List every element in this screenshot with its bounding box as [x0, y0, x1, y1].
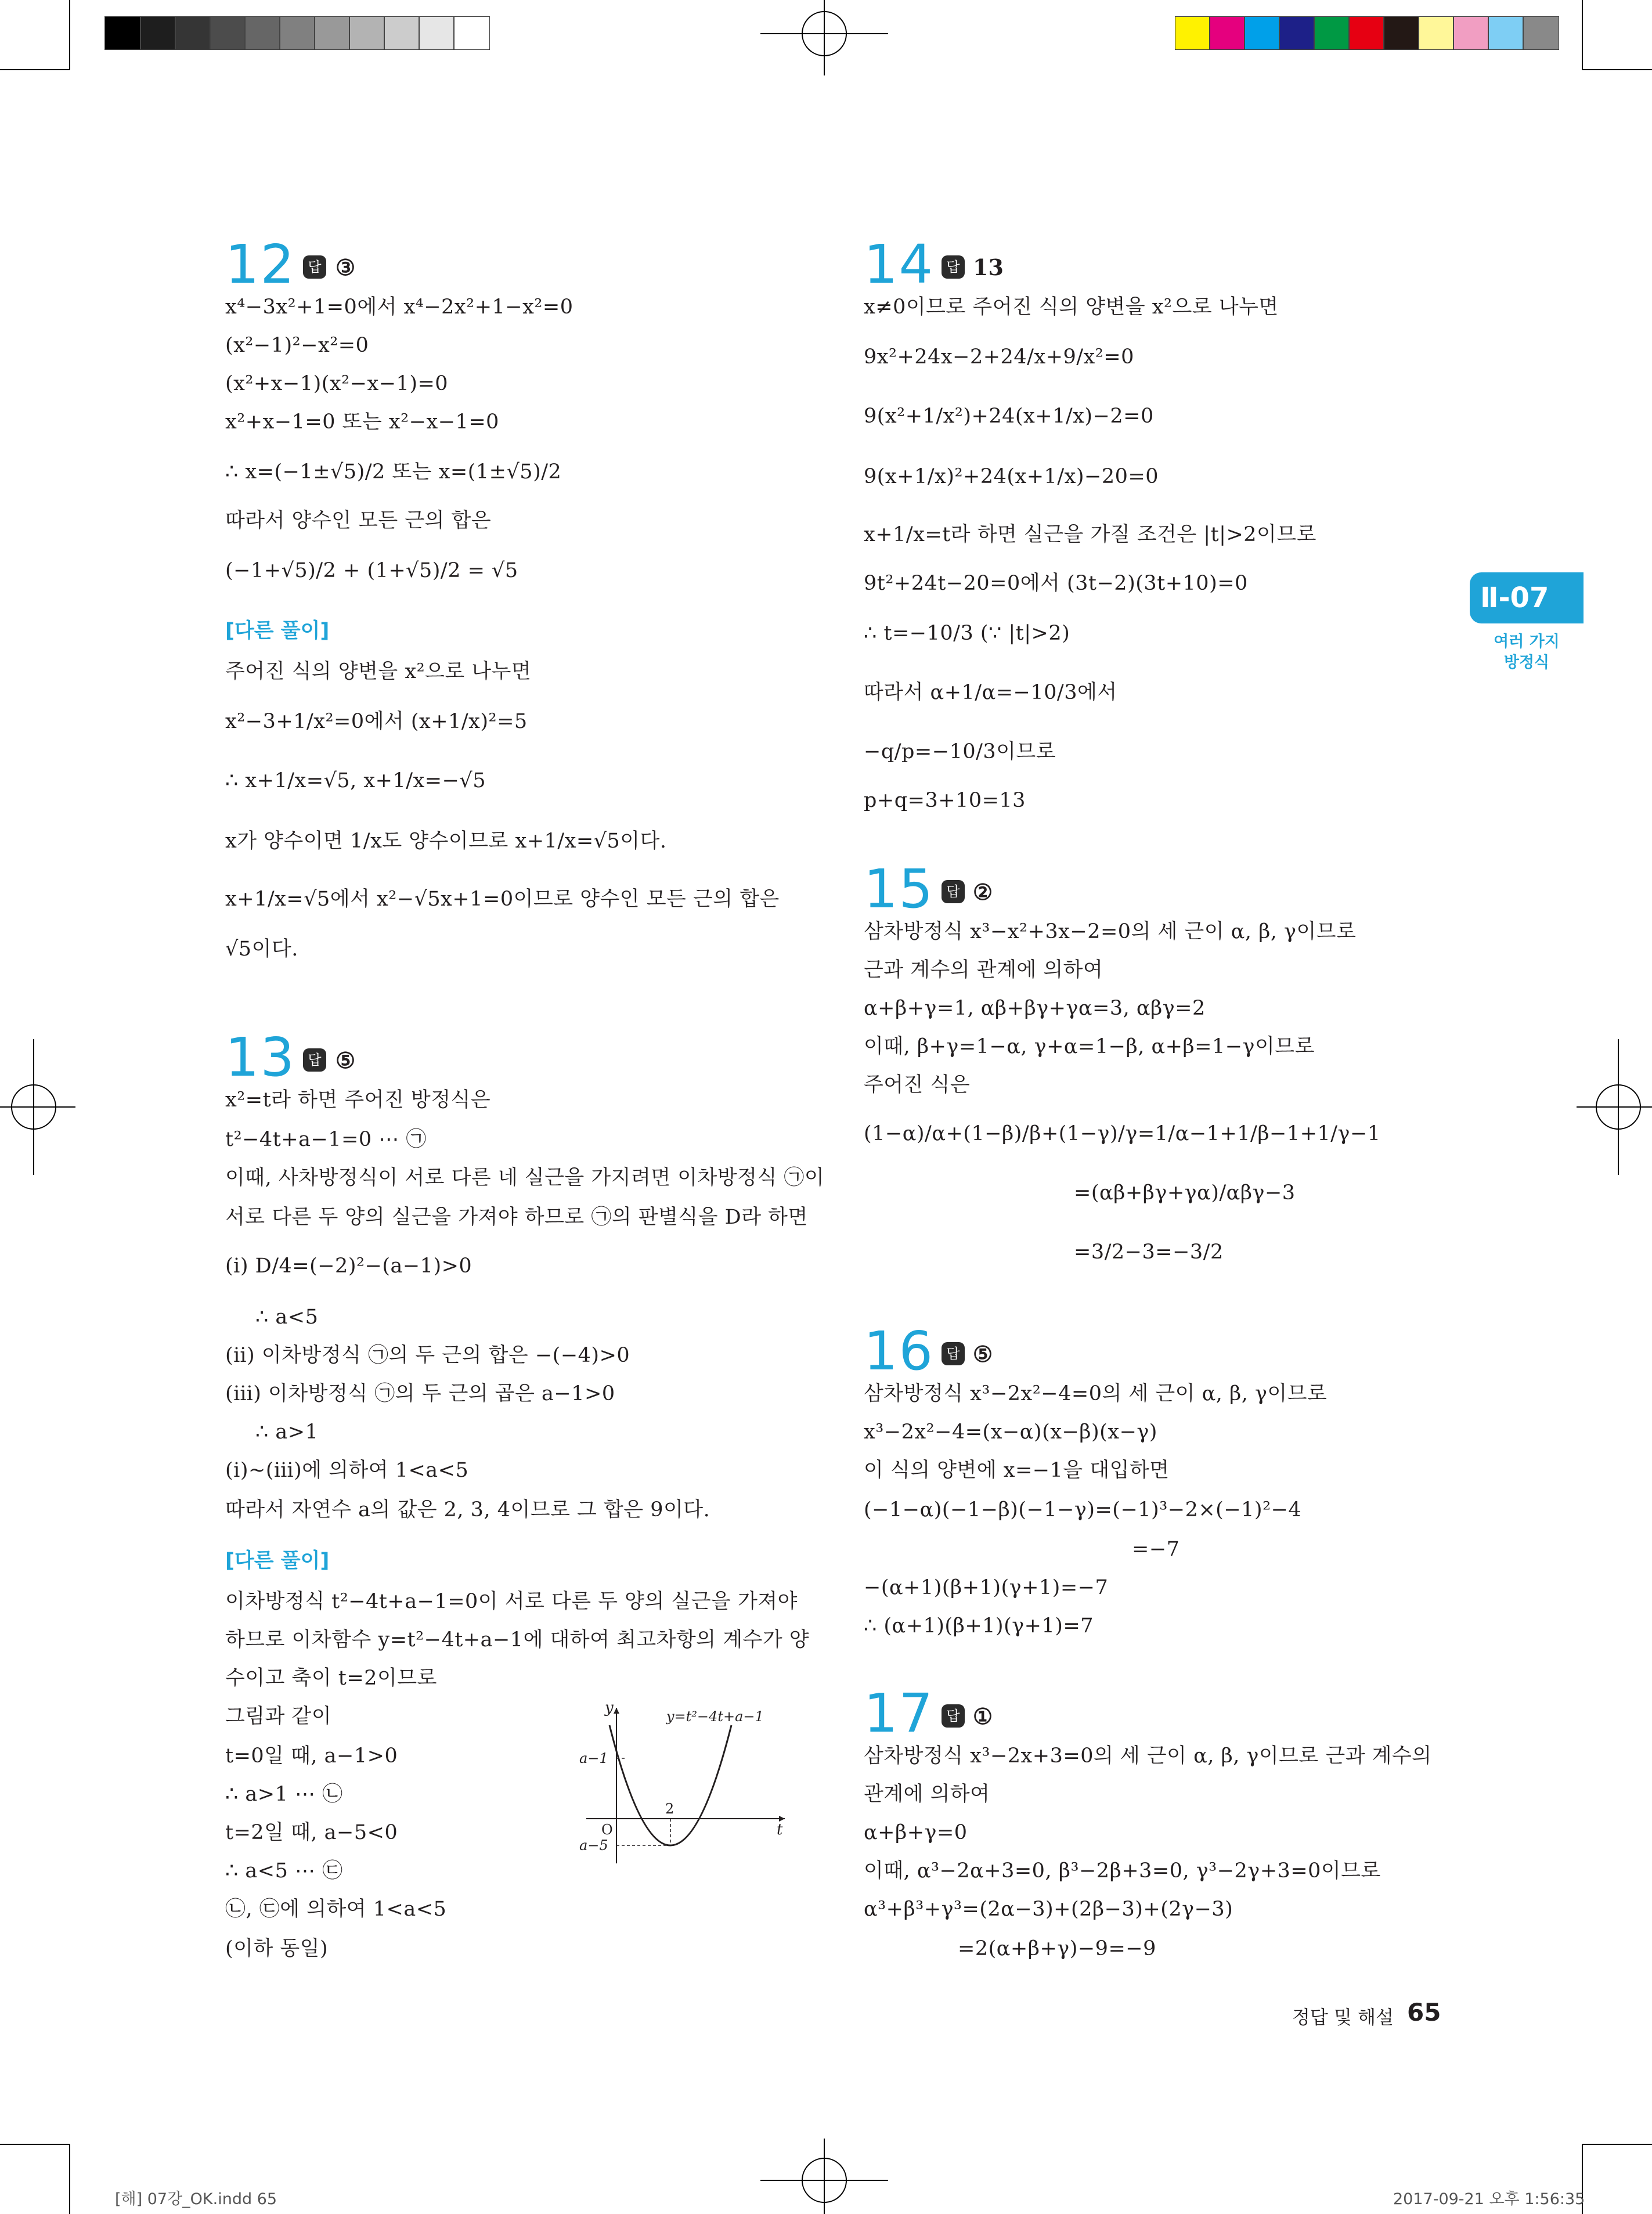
solution-line: x³−2x²−4=(x−α)(x−β)(x−γ): [864, 1420, 1157, 1444]
solution-line: x+1/x=t라 하면 실근을 가질 조건은 |t|>2이므로: [864, 523, 1316, 546]
solution-line: (ⅲ) 이차방정식 ㉠의 두 근의 곱은 a−1>0: [225, 1382, 615, 1405]
answer-value: ③: [336, 254, 356, 280]
solution-line: ∴ a>1: [255, 1420, 319, 1444]
solution-line: 주어진 식의 양변을 x²으로 나누면: [225, 660, 532, 683]
solution-line: α+β+γ=1, αβ+βγ+γα=3, αβγ=2: [864, 997, 1206, 1020]
answer-badge: 답: [942, 1342, 965, 1365]
problem-number: 15: [864, 858, 935, 920]
page-number: 65: [1407, 1998, 1441, 2027]
solution-line: 이때, 사차방정식이 서로 다른 네 실근을 가지려면 이차방정식 ㉠이: [225, 1166, 825, 1189]
chapter-tab: Ⅱ-07: [1470, 572, 1584, 623]
solution-line: 따라서 양수인 모든 근의 합은: [225, 509, 492, 532]
solution-line: x²+x−1=0 또는 x²−x−1=0: [225, 410, 499, 434]
print-timestamp: 2017-09-21 오후 1:56:35: [1393, 2190, 1585, 2208]
solution-line: t²−4t+a−1=0 ⋯ ㉠: [225, 1128, 427, 1151]
solution-line: 수이고 축이 t=2이므로: [225, 1667, 437, 1690]
solution-line: 하므로 이차함수 y=t²−4t+a−1에 대하여 최고차항의 계수가 양: [225, 1628, 810, 1652]
solution-line: =3/2−3=−3/2: [1074, 1241, 1224, 1264]
solution-line: x²−3+1/x²=0에서 (x+1/x)²=5: [225, 710, 528, 733]
solution-line: 이 식의 양변에 x=−1을 대입하면: [864, 1459, 1170, 1482]
solution-line: ∴ a>1 ⋯ ㉡: [225, 1783, 343, 1806]
problem-number: 17: [864, 1682, 935, 1744]
solution-line: ㉡, ㉢에 의하여 1<a<5: [225, 1898, 447, 1921]
solution-line: √5이다.: [225, 937, 298, 961]
solution-line: (1−α)/α+(1−β)/β+(1−γ)/γ=1/α−1+1/β−1+1/γ−1: [864, 1122, 1381, 1145]
solution-line: 삼차방정식 x³−2x²−4=0의 세 근이 α, β, γ이므로: [864, 1382, 1328, 1405]
solution-line: 9(x²+1/x²)+24(x+1/x)−2=0: [864, 405, 1154, 428]
solution-line: (−1−α)(−1−β)(−1−γ)=(−1)³−2×(−1)²−4: [864, 1498, 1302, 1521]
solution-line: 삼차방정식 x³−x²+3x−2=0의 세 근이 α, β, γ이므로: [864, 920, 1357, 943]
answer-badge: 답: [942, 255, 965, 279]
solution-line: ∴ x+1/x=√5, x+1/x=−√5: [225, 769, 486, 792]
page-label: 정답 및 해설: [1292, 2006, 1394, 2028]
curve-label: y=t²−4t+a−1: [666, 1708, 764, 1725]
answer-badge: 답: [303, 255, 326, 279]
solution-line: (ⅱ) 이차방정식 ㉠의 두 근의 합은 −(−4)>0: [225, 1344, 630, 1367]
solution-line: (ⅰ) D/4=(−2)²−(a−1)>0: [225, 1254, 472, 1278]
solution-line: (x²+x−1)(x²−x−1)=0: [225, 372, 449, 395]
solution-line: α³+β³+γ³=(2α−3)+(2β−3)+(2γ−3): [864, 1898, 1233, 1921]
solution-line: t=0일 때, a−1>0: [225, 1744, 398, 1768]
answer-badge: 답: [303, 1048, 326, 1072]
problem-number: 13: [225, 1026, 296, 1088]
solution-line: (−1+√5)/2 + (1+√5)/2 = √5: [225, 559, 518, 582]
chapter-subtitle: 방정식: [1503, 654, 1550, 672]
solution-line: 그림과 같이: [225, 1705, 332, 1728]
parabola-curve: [609, 1725, 731, 1845]
y-axis-arrow: [614, 1708, 619, 1714]
solution-line: x≠0이므로 주어진 식의 양변을 x²으로 나누면: [864, 295, 1279, 319]
a-minus-5-label: a−5: [579, 1837, 608, 1854]
solution-line: (이하 동일): [225, 1937, 329, 1960]
solution-line: −q/p=−10/3이므로: [864, 740, 1056, 763]
solution-line: 이차방정식 t²−4t+a−1=0이 서로 다른 두 양의 실근을 가져야: [225, 1590, 798, 1613]
solution-line: ∴ x=(−1±√5)/2 또는 x=(1±√5)/2: [225, 460, 562, 484]
solution-line: x⁴−3x²+1=0에서 x⁴−2x²+1−x²=0: [225, 295, 573, 319]
solution-line: 이때, β+γ=1−α, γ+α=1−β, α+β=1−γ이므로: [864, 1035, 1315, 1058]
solution-line: ∴ t=−10/3 (∵ |t|>2): [864, 622, 1070, 645]
solution-line: 9(x+1/x)²+24(x+1/x)−20=0: [864, 465, 1159, 488]
problem-number: 12: [225, 233, 296, 295]
solution-line: (ⅰ)~(ⅲ)에 의하여 1<a<5: [225, 1459, 469, 1482]
solution-line: 9x²+24x−2+24/x+9/x²=0: [864, 345, 1134, 369]
solution-line: 관계에 의하여: [864, 1783, 990, 1806]
solution-line: 이때, α³−2α+3=0, β³−2β+3=0, γ³−2γ+3=0이므로: [864, 1859, 1381, 1883]
answer-value: ⑤: [973, 1341, 993, 1367]
solution-line: 따라서 자연수 a의 값은 2, 3, 4이므로 그 합은 9이다.: [225, 1498, 710, 1521]
answer-badge: 답: [942, 880, 965, 903]
solution-line: p+q=3+10=13: [864, 789, 1026, 812]
alt-solution-label: [다른 풀이]: [225, 1549, 330, 1573]
a-minus-1-label: a−1: [579, 1750, 608, 1766]
solution-line: 삼차방정식 x³−2x+3=0의 세 근이 α, β, γ이므로 근과 계수의: [864, 1744, 1432, 1768]
parabola-graph: [569, 1695, 801, 1881]
chapter-subtitle: 여러 가지: [1494, 633, 1560, 651]
solution-line: −(α+1)(β+1)(γ+1)=−7: [864, 1576, 1109, 1599]
solution-line: =2(α+β+γ)−9=−9: [958, 1937, 1156, 1960]
solution-line: 따라서 α+1/α=−10/3에서: [864, 681, 1117, 704]
y-axis-label: y: [605, 1699, 614, 1717]
answer-value: 13: [973, 254, 1004, 280]
solution-line: ∴ a<5: [255, 1306, 319, 1329]
solution-line: 9t²+24t−20=0에서 (3t−2)(3t+10)=0: [864, 572, 1248, 595]
solution-line: ∴ a<5 ⋯ ㉢: [225, 1859, 343, 1883]
alt-solution-label: [다른 풀이]: [225, 619, 330, 643]
solution-line: ∴ (α+1)(β+1)(γ+1)=7: [864, 1614, 1094, 1638]
solution-line: (x²−1)²−x²=0: [225, 334, 369, 357]
answer-badge: 답: [942, 1704, 965, 1728]
answer-value: ②: [973, 879, 993, 905]
solution-line: 주어진 식은: [864, 1073, 971, 1097]
solution-line: x가 양수이면 1/x도 양수이므로 x+1/x=√5이다.: [225, 830, 667, 853]
solution-line: α+β+γ=0: [864, 1821, 968, 1844]
t-axis-label: t: [777, 1821, 783, 1838]
solution-line: x²=t라 하면 주어진 방정식은: [225, 1088, 491, 1112]
solution-line: x+1/x=√5에서 x²−√5x+1=0이므로 양수인 모든 근의 합은: [225, 888, 780, 911]
problem-number: 14: [864, 233, 935, 295]
file-name: [해] 07강_OK.indd 65: [115, 2190, 277, 2208]
solution-line: 서로 다른 두 양의 실근을 가져야 하므로 ㉠의 판별식을 D라 하면: [225, 1206, 808, 1229]
solution-line: t=2일 때, a−5<0: [225, 1821, 398, 1844]
solution-line: =−7: [1132, 1538, 1180, 1561]
tick-2-label: 2: [665, 1801, 674, 1817]
answer-value: ⑤: [336, 1047, 356, 1073]
origin-label: O: [601, 1822, 613, 1838]
solution-line: =(αβ+βγ+γα)/αβγ−3: [1074, 1181, 1296, 1205]
problem-number: 16: [864, 1320, 935, 1382]
answer-value: ①: [973, 1703, 993, 1729]
solution-line: 근과 계수의 관계에 의하여: [864, 958, 1103, 982]
